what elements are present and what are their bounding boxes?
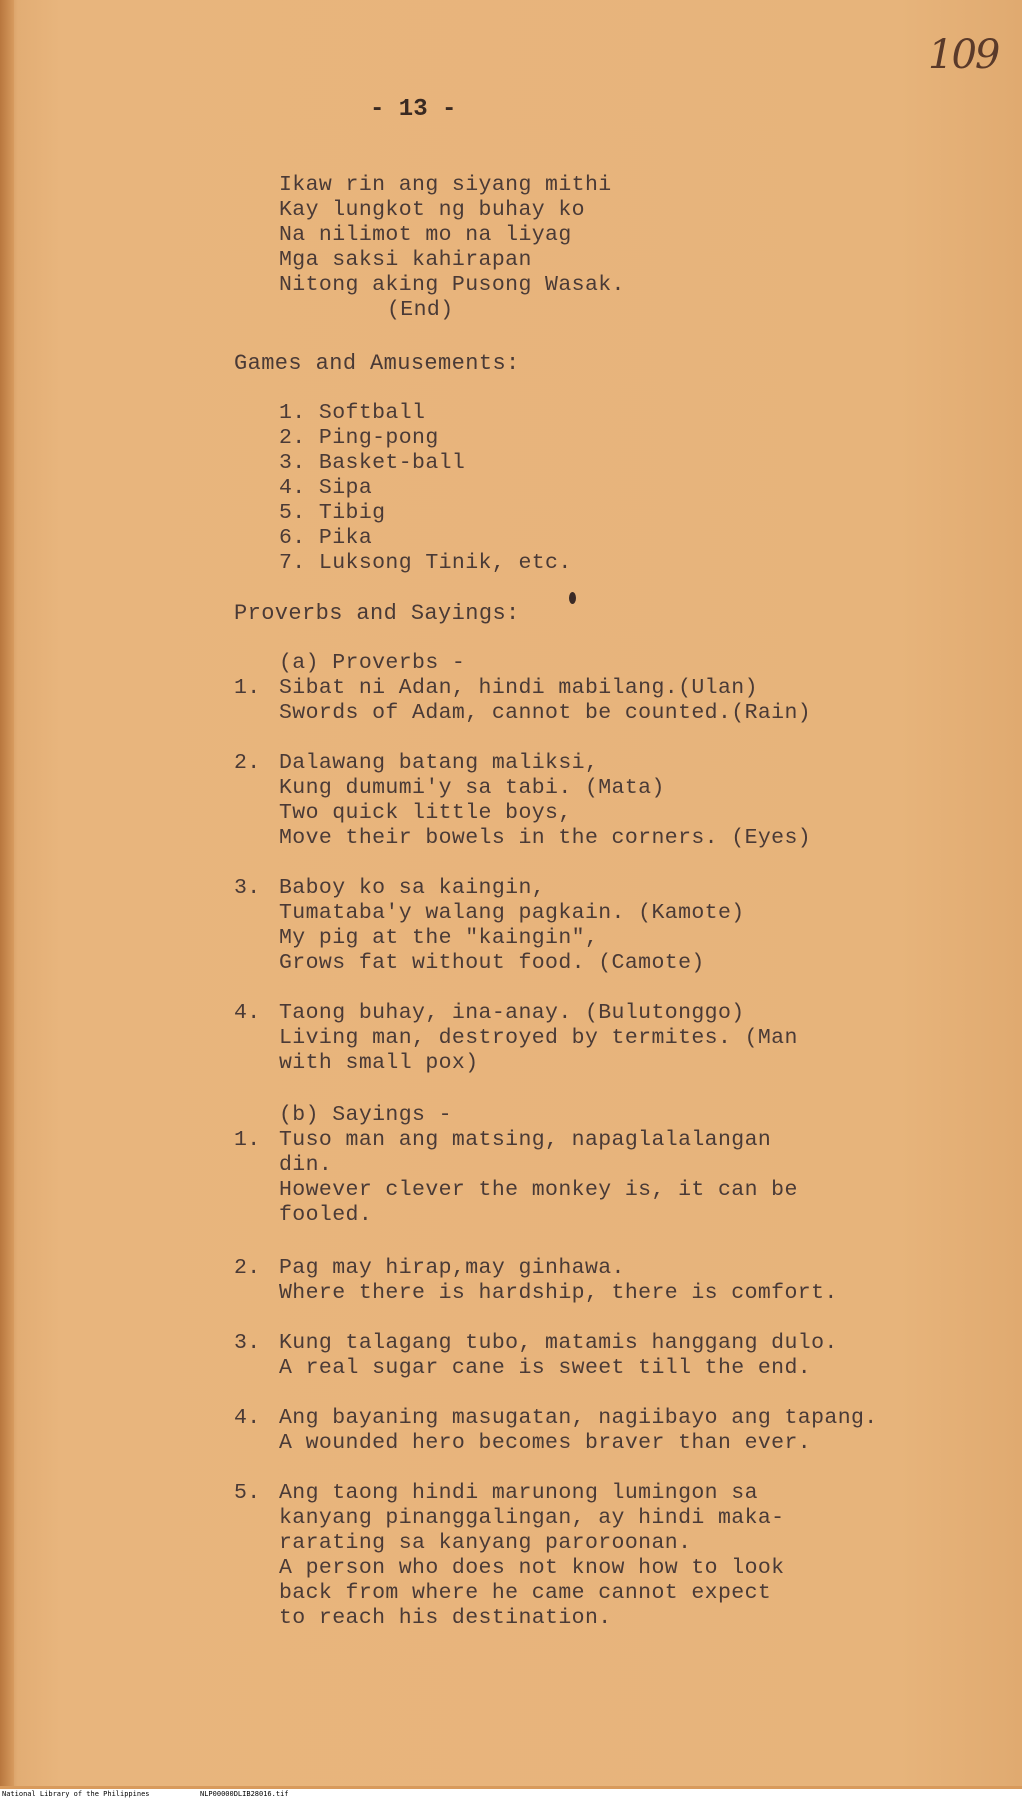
saying-line: din. xyxy=(279,1153,333,1177)
proverb-line: Move their bowels in the corners. (Eyes) xyxy=(279,826,812,850)
saying-line: kanyang pinanggalingan, ay hindi maka- xyxy=(279,1506,785,1530)
poem-line: Nitong aking Pusong Wasak. xyxy=(279,273,625,297)
game-item: 4. Sipa xyxy=(279,476,373,500)
proverb-line: Tumataba'y walang pagkain. (Kamote) xyxy=(279,901,745,925)
game-item: 6. Pika xyxy=(279,526,373,550)
poem-end: (End) xyxy=(387,298,454,322)
proverb-line: Swords of Adam, cannot be counted.(Rain) xyxy=(279,701,812,725)
saying-line: A person who does not know how to look xyxy=(279,1556,785,1580)
saying-line: rarating sa kanyang paroroonan. xyxy=(279,1531,692,1555)
footer-file: NLP00000DLIB28016.tif xyxy=(200,1790,289,1798)
proverb-line: My pig at the "kaingin", xyxy=(279,926,599,950)
saying-number: 3. xyxy=(234,1331,261,1355)
saying-line: A real sugar cane is sweet till the end. xyxy=(279,1356,812,1380)
games-heading: Games and Amusements: xyxy=(234,351,520,376)
poem-line: Ikaw rin ang siyang mithi xyxy=(279,173,612,197)
proverb-line: Kung dumumi'y sa tabi. (Mata) xyxy=(279,776,665,800)
ink-spot xyxy=(569,592,576,604)
footer-library: National Library of the Philippines xyxy=(2,1790,150,1798)
proverbs-label: (a) Proverbs - xyxy=(279,651,466,675)
game-item: 7. Luksong Tinik, etc. xyxy=(279,551,572,575)
sayings-label: (b) Sayings - xyxy=(279,1103,452,1127)
saying-number: 1. xyxy=(234,1128,261,1152)
saying-line: Ang bayaning masugatan, nagiibayo ang tapang. xyxy=(279,1406,878,1430)
saying-line: back from where he came cannot expect xyxy=(279,1581,772,1605)
game-item: 3. Basket-ball xyxy=(279,451,466,475)
proverb-line: Living man, destroyed by termites. (Man xyxy=(279,1026,798,1050)
proverb-line: Two quick little boys, xyxy=(279,801,572,825)
proverb-line: Sibat ni Adan, hindi mabilang.(Ulan) xyxy=(279,676,758,700)
poem-line: Mga saksi kahirapan xyxy=(279,248,532,272)
saying-line: Where there is hardship, there is comfort. xyxy=(279,1281,838,1305)
poem-line: Kay lungkot ng buhay ko xyxy=(279,198,585,222)
proverb-number: 2. xyxy=(234,751,261,775)
proverb-line: Grows fat without food. (Camote) xyxy=(279,951,705,975)
saying-number: 2. xyxy=(234,1256,261,1280)
proverb-number: 4. xyxy=(234,1001,261,1025)
saying-line: A wounded hero becomes braver than ever. xyxy=(279,1431,812,1455)
proverb-line: Taong buhay, ina-anay. (Bulutonggo) xyxy=(279,1001,745,1025)
proverb-line: Baboy ko sa kaingin, xyxy=(279,876,546,900)
saying-line: Ang taong hindi marunong lumingon sa xyxy=(279,1481,758,1505)
saying-line: Tuso man ang matsing, napaglalalangan xyxy=(279,1128,772,1152)
game-item: 5. Tibig xyxy=(279,501,386,525)
saying-line: Pag may hirap,may ginhawa. xyxy=(279,1256,625,1280)
proverb-line: with small pox) xyxy=(279,1051,479,1075)
proverb-line: Dalawang batang maliksi, xyxy=(279,751,599,775)
saying-line: to reach his destination. xyxy=(279,1606,612,1630)
proverb-number: 1. xyxy=(234,676,261,700)
saying-number: 4. xyxy=(234,1406,261,1430)
proverbs-heading: Proverbs and Sayings: xyxy=(234,601,520,626)
saying-line: Kung talagang tubo, matamis hanggang dulo. xyxy=(279,1331,838,1355)
game-item: 1. Softball xyxy=(279,401,426,425)
saying-line: However clever the monkey is, it can be xyxy=(279,1178,798,1202)
handwritten-page-number: 109 xyxy=(928,32,999,78)
game-item: 2. Ping-pong xyxy=(279,426,439,450)
page-number: - 13 - xyxy=(370,96,457,123)
scan-footer xyxy=(0,1789,1022,1800)
poem-line: Na nilimot mo na liyag xyxy=(279,223,572,247)
proverb-number: 3. xyxy=(234,876,261,900)
saying-number: 5. xyxy=(234,1481,261,1505)
saying-line: fooled. xyxy=(279,1203,373,1227)
